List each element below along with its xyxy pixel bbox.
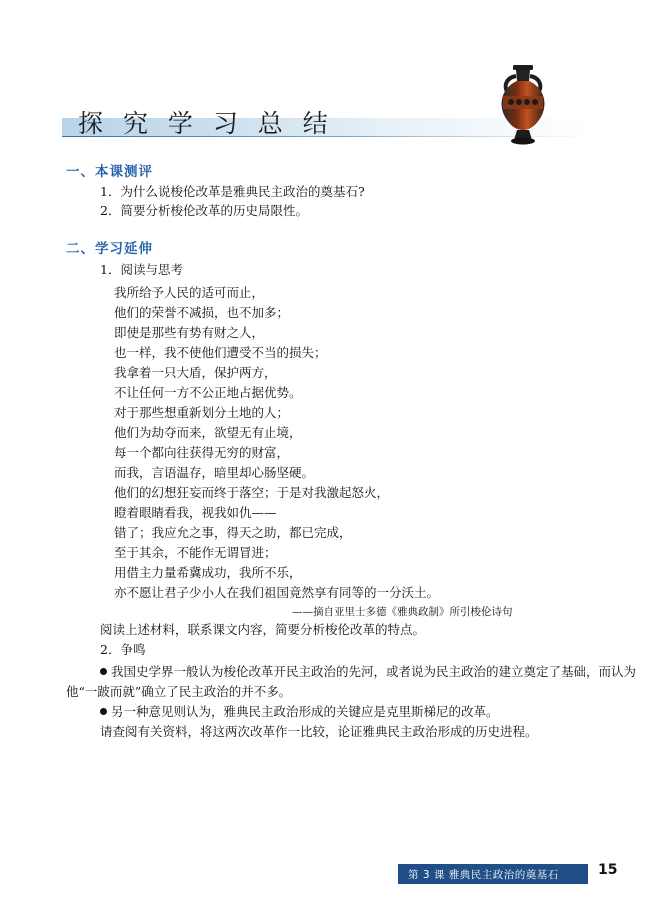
poem-line: 也一样，我不使他们遭受不当的损失；	[114, 345, 327, 360]
debate-bullet-2-text: 另一种意见则认为，雅典民主政治形成的关键应是克里斯梯尼的改革。	[111, 704, 499, 719]
reading-task-text: 阅读上述材料，联系课文内容，简要分析梭伦改革的特点。	[100, 622, 426, 637]
page-number: 15	[598, 862, 618, 878]
poem-line: 错了；我应允之事，得天之助，都已完成，	[114, 525, 352, 540]
poem-line: 即使是那些有势有财之人，	[114, 325, 265, 340]
closing-task-text: 请查阅有关资料，将这两次改革作一比较，论证雅典民主政治形成的历史进程。	[100, 724, 538, 739]
poem-line: 我拿着一只大盾，保护两方，	[114, 365, 277, 380]
poem-line: 亦不愿让君子少小人在我们祖国竟然享有同等的一分沃土。	[114, 585, 440, 600]
poem-line: 用借主力量希冀成功，我所不乐，	[114, 565, 302, 580]
section-heading-1: 一、本课测评	[66, 164, 153, 180]
greek-amphora-vase-icon	[487, 62, 559, 148]
section-heading-2: 二、学习延伸	[66, 241, 153, 257]
subitem-label-debate: 2．争鸣	[100, 642, 146, 657]
debate-bullet-1	[100, 662, 636, 680]
question-item: 2．简要分析梭伦改革的历史局限性。	[100, 203, 308, 218]
debate-bullet-2	[100, 702, 499, 720]
poem-line: 至于其余，不能作无谓冒进；	[114, 545, 277, 560]
poem-line: 我所给予人民的适可而止，	[114, 285, 265, 300]
footer-chapter-label: 第 3 课 雅典民主政治的奠基石	[408, 869, 559, 881]
bullet-dot-icon	[100, 668, 107, 675]
poem-line: 每一个都向往获得无穷的财富，	[114, 445, 290, 460]
debate-bullet-1-text: 我国史学界一般认为梭伦改革开民主政治的先河，或者说为民主政治的建立奠定了基础，而认为	[111, 664, 637, 679]
bullet-dot-icon	[100, 708, 107, 715]
banner-title: 探 究 学 习 总 结	[78, 109, 334, 138]
poem-line: 他们为劫夺而来，欲望无有止境，	[114, 425, 302, 440]
poem-line: 而我，言语温存，暗里却心肠坚硬。	[114, 465, 315, 480]
poem-line: 瞪着眼睛看我，视我如仇——	[114, 505, 277, 520]
question-item: 1．为什么说梭伦改革是雅典民主政治的奠基石?	[100, 184, 365, 199]
poem-line: 他们的荣誉不减损，也不加多；	[114, 305, 290, 320]
poem-attribution: ——摘自亚里士多德《雅典政制》所引梭伦诗句	[292, 606, 513, 618]
poem-line: 对于那些想重新划分土地的人；	[114, 405, 290, 420]
subitem-label-reading: 1．阅读与思考	[100, 262, 183, 277]
poem-line: 他们的幻想狂妄而终于落空；于是对我激起怒火，	[114, 485, 390, 500]
poem-line: 不让任何一方不公正地占据优势。	[114, 385, 302, 400]
debate-bullet-1-continuation: 他“一跛而就”确立了民主政治的并不多。	[66, 684, 292, 699]
